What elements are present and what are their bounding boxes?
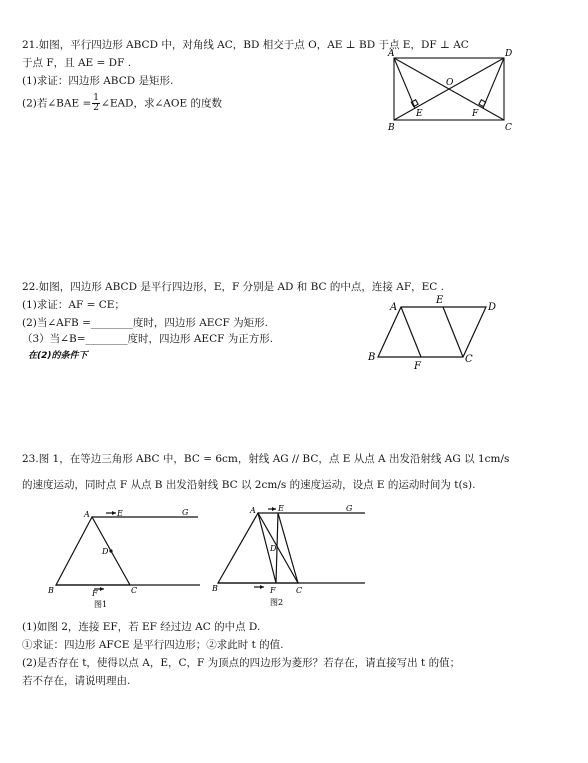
q23-figure1 — [48, 505, 213, 615]
q21-part1: (1)求证：四边形 ABCD 是矩形. — [22, 75, 174, 87]
q21-label-A: A — [388, 49, 395, 59]
q23-line1: 23.图 1，在等边三角形 ABC 中，BC = 6cm，射线 AG // BC，点 E 从点 A 出发沿射线 AG 以 1cm/s — [22, 453, 510, 465]
q22-part2: (2)当∠AFB =________度时，四边形 AECF 为矩形. — [22, 317, 268, 329]
q22-part1: (1)求证：AF = CE； — [22, 299, 125, 311]
q21-label-O: O — [446, 78, 454, 88]
q23-f1-label-A: A — [84, 510, 90, 519]
q23-f1-label-C: C — [131, 586, 138, 595]
q21-label-C: C — [505, 123, 512, 133]
q23-f2-label-C: C — [296, 586, 303, 595]
q21-line1: 21.如图，平行四边形 ABCD 中，对角线 AC，BD 相交于点 O，AE ⊥ BD 于点 E，DF ⊥ AC — [22, 39, 469, 51]
q22-figure — [368, 292, 508, 372]
q22-label-A: A — [390, 302, 398, 313]
q23-part1a: ①求证：四边形 AFCE 是平行四边形；②求此时 t 的值. — [22, 639, 284, 651]
q23-part2b: 若不存在，请说明理由. — [22, 675, 131, 687]
q21-label-E: E — [416, 109, 423, 119]
q21-line2: 于点 F，且 AE = DF . — [22, 57, 132, 69]
q23-f2-label-B: B — [212, 584, 218, 593]
q23-figure2 — [210, 505, 370, 615]
q23-fig1-caption: 图1 — [94, 600, 108, 609]
q21-part2 — [22, 94, 222, 113]
q22-label-E: E — [436, 295, 444, 306]
q22-label-B: B — [368, 352, 376, 363]
q23-f2-label-A: A — [250, 506, 256, 515]
q23-part2: (2)是否存在 t，使得以点 A，E，C，F 为顶点的四边形为菱形？若存在，请直接写出 t 的值； — [22, 657, 461, 669]
q23-line2: 的速度运动，同时点 F 从点 B 出发沿射线 BC 以 2cm/s 的速度运动，设点 E 的运动时间为 t(s). — [22, 479, 476, 491]
q23-f1-label-G: G — [182, 508, 189, 517]
q21-label-B: B — [388, 123, 395, 133]
q23-f2-label-G: G — [346, 504, 353, 513]
q23-fig2-caption: 图2 — [270, 598, 284, 607]
q21-part2-post: ∠EAD，求∠AOE 的度数 — [101, 97, 222, 110]
q22-label-F: F — [414, 361, 421, 372]
q23-f2-label-E: E — [278, 504, 284, 513]
q22-handwritten-note: 在(2)的条件下 — [28, 351, 88, 361]
q23-f1-label-F: F — [92, 589, 98, 598]
q22-line1: 22.如图，四边形 ABCD 是平行四边形，E，F 分别是 AD 和 BC 的中点，连接 AF，EC . — [22, 281, 444, 293]
q21-label-D: D — [505, 49, 513, 59]
q22-label-D: D — [488, 302, 497, 313]
q21-part2-pre: (2)若∠BAE = — [22, 97, 92, 110]
q21-figure — [386, 50, 516, 132]
q23-f1-label-B: B — [48, 586, 54, 595]
q23-f2-label-D: D — [270, 544, 277, 553]
q22-label-C: C — [465, 354, 473, 365]
q23-f1-label-D: D — [102, 547, 109, 556]
q21-fraction: $\frac{1}{2}$ — [93, 93, 100, 113]
q23-f2-label-F: F — [270, 586, 276, 595]
q21-label-F: F — [472, 109, 479, 119]
q23-f1-label-E: E — [117, 509, 123, 518]
q22-part3: （3）当∠B=________度时，四边形 AECF 为正方形. — [22, 333, 274, 345]
q23-part1: (1)如图 2，连接 EF，若 EF 经过边 AC 的中点 D. — [22, 621, 261, 633]
